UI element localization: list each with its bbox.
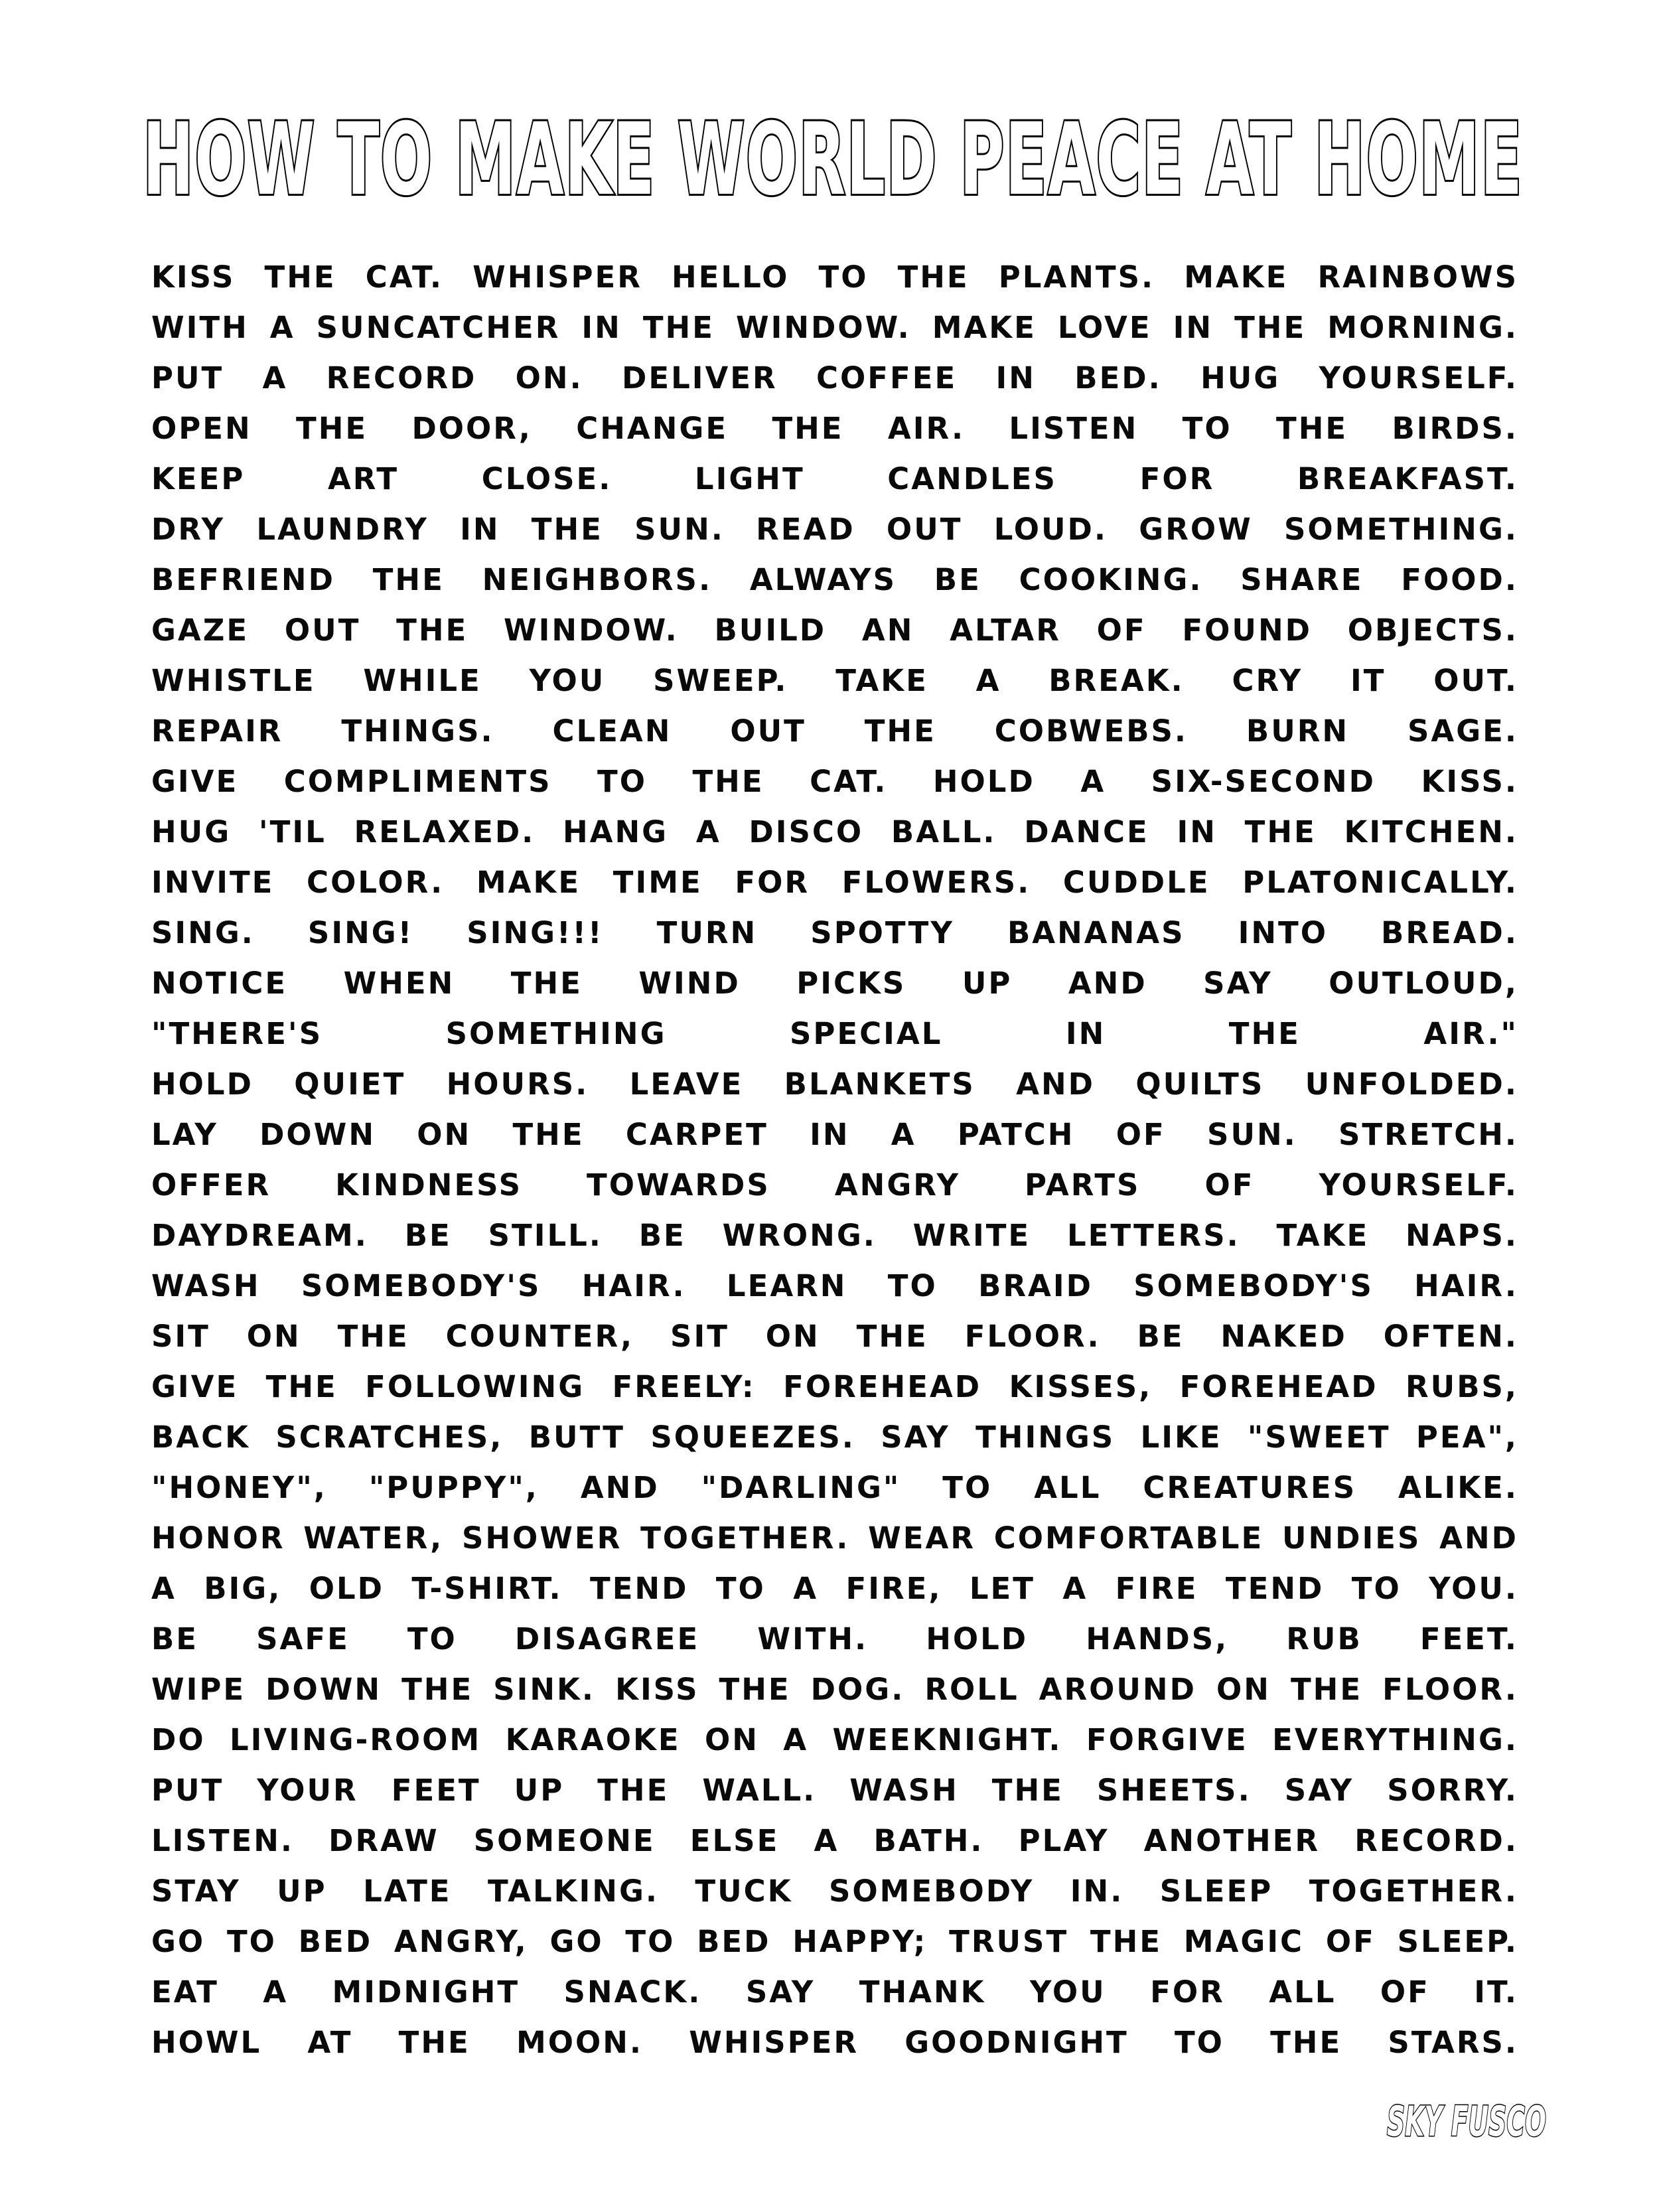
text-line: DO LIVING-ROOM KARAOKE ON A WEEKNIGHT. FORGIVE EVERYTHING. [151,1722,1518,1757]
text-line: WITH A SUNCATCHER IN THE WINDOW. MAKE LOVE IN THE MORNING. [151,310,1518,345]
text-line: KEEP ART CLOSE. LIGHT CANDLES FOR BREAKFAST. [151,461,1518,496]
text-line: EAT A MIDNIGHT SNACK. SAY THANK YOU FOR ALL OF IT. [151,1974,1518,2010]
text-line: "THERE'S SOMETHING SPECIAL IN THE AIR." [151,1016,1518,1051]
text-line: REPAIR THINGS. CLEAN OUT THE COBWEBS. BURN SAGE. [151,713,1518,749]
text-line: OPEN THE DOOR, CHANGE THE AIR. LISTEN TO THE BIRDS. [151,411,1518,446]
text-line: STAY UP LATE TALKING. TUCK SOMEBODY IN. SLEEP TOGETHER. [151,1874,1518,1909]
text-line: HOWL AT THE MOON. WHISPER GOODNIGHT TO THE STARS. [151,2025,1518,2060]
text-line: GO TO BED ANGRY, GO TO BED HAPPY; TRUST THE MAGIC OF SLEEP. [151,1924,1518,1959]
title-text: HOW TO MAKE WORLD PEACE AT HOME [143,102,1523,218]
text-line: DAYDREAM. BE STILL. BE WRONG. WRITE LETTERS. TAKE NAPS. [151,1218,1518,1253]
text-line: WHISTLE WHILE YOU SWEEP. TAKE A BREAK. CRY IT OUT. [151,663,1518,698]
text-line: DRY LAUNDRY IN THE SUN. READ OUT LOUD. GROW SOMETHING. [151,512,1518,547]
text-line: BEFRIEND THE NEIGHBORS. ALWAYS BE COOKING. SHARE FOOD. [151,562,1518,597]
page-title [143,102,1523,218]
text-line: HUG 'TIL RELAXED. HANG A DISCO BALL. DANCE IN THE KITCHEN. [151,814,1518,849]
text-line: SING. SING! SING!!! TURN SPOTTY BANANAS INTO BREAD. [151,915,1518,950]
text-line: KISS THE CAT. WHISPER HELLO TO THE PLANTS. MAKE RAINBOWS [151,259,1518,295]
text-line: LISTEN. DRAW SOMEONE ELSE A BATH. PLAY ANOTHER RECORD. [151,1823,1518,1858]
text-line: HOLD QUIET HOURS. LEAVE BLANKETS AND QUILTS UNFOLDED. [151,1067,1518,1102]
text-line: GAZE OUT THE WINDOW. BUILD AN ALTAR OF FOUND OBJECTS. [151,613,1518,648]
text-line: HONOR WATER, SHOWER TOGETHER. WEAR COMFORTABLE UNDIES AND [151,1520,1518,1556]
text-line: NOTICE WHEN THE WIND PICKS UP AND SAY OUTLOUD, [151,966,1518,1001]
text-line: LAY DOWN ON THE CARPET IN A PATCH OF SUN. STRETCH. [151,1117,1518,1152]
text-line: A BIG, OLD T-SHIRT. TEND TO A FIRE, LET A FIRE TEND TO YOU. [151,1571,1518,1606]
text-line: INVITE COLOR. MAKE TIME FOR FLOWERS. CUDDLE PLATONICALLY. [151,865,1518,900]
text-line: PUT YOUR FEET UP THE WALL. WASH THE SHEETS. SAY SORRY. [151,1773,1518,1808]
text-line: GIVE THE FOLLOWING FREELY: FOREHEAD KISSES, FOREHEAD RUBS, [151,1369,1518,1404]
signature-lettering [1387,2091,1546,2150]
text-line: BACK SCRATCHES, BUTT SQUEEZES. SAY THINGS LIKE "SWEET PEA", [151,1420,1518,1455]
text-line: WIPE DOWN THE SINK. KISS THE DOG. ROLL AROUND ON THE FLOOR. [151,1672,1518,1707]
text-line: PUT A RECORD ON. DELIVER COFFEE IN BED. HUG YOURSELF. [151,360,1518,396]
text-line: SIT ON THE COUNTER, SIT ON THE FLOOR. BE NAKED OFTEN. [151,1319,1518,1354]
text-line: "HONEY", "PUPPY", AND "DARLING" TO ALL CREATURES ALIKE. [151,1470,1518,1505]
body-text [151,252,1518,2068]
signature-text: SKY FUSCO [1387,2097,1546,2146]
text-line: OFFER KINDNESS TOWARDS ANGRY PARTS OF YOURSELF. [151,1167,1518,1203]
text-line: BE SAFE TO DISAGREE WITH. HOLD HANDS, RUB FEET. [151,1621,1518,1657]
title-lettering [143,102,1523,218]
text-line: GIVE COMPLIMENTS TO THE CAT. HOLD A SIX-SECOND KISS. [151,764,1518,799]
text-line: WASH SOMEBODY'S HAIR. LEARN TO BRAID SOMEBODY'S HAIR. [151,1268,1518,1303]
artist-signature [1387,2091,1546,2150]
